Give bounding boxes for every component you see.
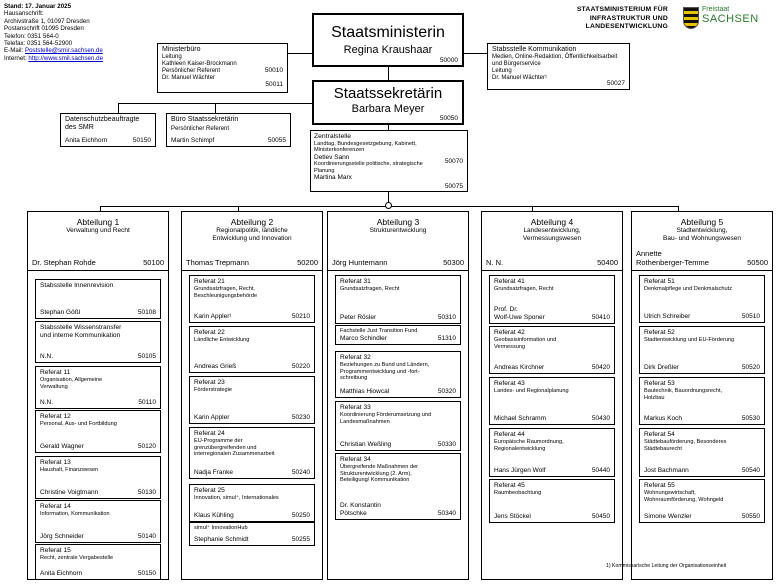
unit-box — [35, 366, 161, 409]
department-chief: Annette — [636, 249, 662, 258]
unit-subtitle: Grundsatzfragen, Recht — [340, 286, 400, 292]
unit-box — [489, 275, 615, 324]
email-link[interactable]: Poststelle@smir.sachsen.de — [24, 47, 103, 55]
kommunikation-line: Leitung — [492, 68, 512, 74]
unit-subtitle: Beziehungen zu Bund und Ländern, — [340, 362, 430, 368]
ministerbuero-number-1: 50010 — [264, 67, 283, 74]
unit-subtitle: Regionalentwicklung — [494, 445, 546, 452]
unit-subtitle: Städtebaurecht — [644, 445, 682, 452]
unit-subtitle: Koordinierung Förderumsetzung und — [340, 412, 432, 418]
unit-title: Referat 13 — [40, 459, 71, 466]
internet-link[interactable]: http://www.smil.sachsen.de — [28, 54, 104, 62]
unit-subtitle: Vermessung — [494, 343, 526, 350]
unit-number: 50430 — [591, 415, 610, 422]
department-number: 50500 — [747, 258, 768, 267]
unit-person: Christian Weßling — [340, 441, 392, 448]
unit-subtitle: simul⁺ InnovationHub — [194, 525, 248, 531]
unit-person: Prof. Dr. — [494, 306, 518, 313]
unit-title: Referat 53 — [644, 380, 675, 387]
unit-subtitle: Beschleunigungsbehörde — [194, 292, 258, 299]
unit-number: 50255 — [291, 536, 310, 543]
unit-number: 50220 — [291, 363, 310, 370]
kommunikation-title: Stabsstelle Kommunikation — [492, 46, 577, 53]
unit-subtitle: Beteiligung/ Kommunikation — [340, 477, 410, 484]
unit-box — [639, 479, 765, 523]
unit-title: Referat 52 — [644, 329, 675, 336]
unit-number: 50110 — [138, 399, 156, 406]
unit-number: 50520 — [741, 364, 760, 371]
unit-box — [335, 325, 461, 345]
department-subtitle: Vermessungswesen — [522, 235, 582, 242]
unit-box — [489, 428, 615, 477]
department-title: Abteilung 4 — [530, 217, 574, 227]
unit-person: Andreas Kirchner — [494, 364, 545, 371]
unit-number: 50450 — [591, 513, 610, 520]
ministry-name-line: LANDESENTWICKLUNG — [585, 23, 668, 30]
minister-number: 50000 — [439, 57, 458, 64]
kommunikation-line: Medien, Online-Redaktion, Öffentlichkeitsarbeit — [492, 54, 618, 60]
unit-title: Referat 45 — [494, 482, 525, 489]
ministerbuero-box — [157, 43, 288, 93]
unit-box — [35, 321, 161, 363]
department-box — [481, 211, 623, 271]
department-title: Abteilung 2 — [230, 217, 274, 227]
unit-number: 50310 — [437, 314, 456, 321]
unit-number: 50320 — [437, 388, 456, 395]
email-line — [4, 47, 154, 54]
unit-number: 50330 — [437, 441, 456, 448]
unit-subtitle: Stadtentwicklung und EU-Förderung — [644, 337, 735, 343]
unit-person: Dr. Konstantin — [340, 502, 381, 509]
unit-title: Referat 31 — [340, 278, 371, 285]
unit-person: Simone Wenzler — [644, 513, 692, 520]
department-subtitle: Landesentwicklung, — [523, 227, 581, 234]
unit-title: Stabsstelle Innenrevision — [40, 282, 114, 289]
unit-title: Referat 24 — [194, 430, 225, 437]
connector — [215, 103, 216, 113]
zentralstelle-line: Ministerkonferenzen — [314, 147, 365, 154]
unit-title: Stabsstelle Wissenstransfer — [40, 324, 122, 331]
unit-number: 50340 — [437, 510, 456, 517]
ministry-name-line: STAATSMINISTERIUM FÜR — [576, 6, 668, 13]
department-subtitle: Strukturentwicklung — [369, 227, 427, 234]
address-line: Archivstraße 1, 01097 Dresden — [4, 17, 90, 25]
unit-subtitle: Recht, zentrale Vergabestelle — [40, 555, 114, 561]
ministerbuero-line: Dr. Manuel Wächter — [162, 75, 216, 81]
internet-label: Internet: — [4, 54, 29, 62]
unit-person: N.N. — [40, 353, 53, 360]
kommunikation-line: und Bürgerservice — [492, 61, 541, 67]
connector — [463, 53, 487, 54]
unit-box — [639, 275, 765, 323]
unit-number: 50530 — [741, 415, 760, 422]
unit-subtitle: Verwaltung — [40, 383, 68, 390]
unit-title: Referat 55 — [644, 482, 675, 489]
unit-title: Referat 42 — [494, 329, 525, 336]
department-subtitle: Entwicklung und Innovation — [212, 235, 292, 242]
unit-title: Referat 22 — [194, 329, 225, 336]
unit-person: Jens Stöckel — [494, 513, 531, 520]
unit-box — [639, 377, 765, 425]
department-number: 50300 — [443, 258, 464, 267]
address-line: Telefax: 0351 564-52900 — [4, 40, 73, 48]
unit-box — [489, 326, 615, 374]
department-number: 50100 — [143, 258, 164, 267]
unit-person: Wolf-Uwe Sponer — [494, 314, 545, 321]
unit-box — [639, 428, 765, 477]
unit-box — [35, 410, 161, 453]
department-subtitle: Verwaltung und Recht — [66, 227, 130, 234]
address-line: Telefon: 0351 564-0 — [4, 32, 59, 40]
unit-box — [335, 401, 461, 451]
unit-person: Hans Jürgen Wolf — [494, 467, 546, 474]
unit-person: Klaus Kühling — [194, 512, 234, 519]
unit-title: und interne Kommunikation — [40, 332, 121, 339]
unit-person: N.N. — [40, 399, 53, 406]
unit-person: Christine Voigtmann — [40, 489, 99, 496]
zentralstelle-line: Landtag, Bundesgesetzgebung, Kabinett, — [314, 141, 417, 147]
junction-dot — [385, 202, 392, 209]
zentralstelle-person-2: Martina Marx — [314, 174, 352, 182]
minister-title: Staatsministerin — [331, 24, 445, 41]
address-line: Hausanschrift: — [4, 10, 44, 18]
unit-subtitle: Bautechnik, Bauordnungsrecht, — [644, 388, 723, 394]
unit-subtitle: schreibung — [340, 375, 368, 382]
unit-title: Referat 15 — [40, 547, 71, 554]
address-line: Postanschrift 01095 Dresden — [4, 25, 84, 33]
unit-person: Matthias Hiowcal — [340, 388, 390, 395]
unit-subtitle: Information, Kommunikation — [40, 511, 110, 517]
unit-person: Dirk Dreßler — [644, 364, 680, 371]
unit-subtitle: Förderstrategie — [194, 387, 232, 393]
secretary-name: Barbara Meyer — [351, 103, 425, 115]
unit-subtitle: Europäische Raumordnung, — [494, 439, 564, 445]
internet-line — [4, 55, 154, 62]
unit-title: Referat 41 — [494, 278, 525, 285]
department-title: Abteilung 1 — [76, 217, 120, 227]
unit-person: Stephanie Schmidt — [194, 536, 249, 543]
datenschutz-title2: des SMR — [65, 124, 94, 131]
footnote: 1) Kommissarische Leitung der Organisationseinheit — [606, 563, 727, 569]
unit-subtitle: Raumbeobachtung — [494, 490, 542, 496]
connector — [118, 103, 119, 113]
kommunikation-number: 50027 — [606, 80, 625, 87]
buero-secretary-title: Büro Staatssekretärin — [171, 116, 239, 123]
unit-title: Referat 43 — [494, 380, 525, 387]
department-box — [631, 211, 773, 271]
unit-title: Referat 21 — [194, 278, 225, 285]
unit-box — [335, 453, 461, 520]
unit-subtitle: Ländliche Entwicklung — [194, 337, 250, 343]
ministerbuero-number-2: 50011 — [265, 81, 283, 88]
unit-title: Referat 34 — [340, 456, 371, 463]
zentralstelle-person-1: Detlev Sann — [314, 153, 350, 161]
department-chief: Jörg Huntemann — [332, 258, 388, 267]
department-title: Abteilung 5 — [680, 217, 724, 227]
unit-number: 50420 — [591, 364, 610, 371]
unit-number: 50120 — [137, 443, 156, 450]
unit-subtitle: Strukturentwicklung (2. Arm), — [340, 470, 412, 477]
unit-number: 51310 — [437, 335, 456, 342]
unit-person: Markus Koch — [644, 415, 682, 422]
unit-subtitle: Organisation, Allgemeine — [40, 377, 103, 383]
unit-title: Referat 14 — [40, 503, 71, 510]
unit-box — [35, 544, 161, 580]
secretary-title: Staatssekretärin — [333, 85, 443, 102]
unit-box — [35, 500, 161, 543]
department-box — [181, 211, 323, 271]
unit-subtitle: Grundsatzfragen, Recht — [494, 286, 554, 292]
unit-number: 50210 — [291, 313, 310, 320]
unit-person: Michael Schramm — [494, 415, 547, 422]
department-chief: Dr. Stephan Rohde — [32, 258, 96, 267]
department-subtitle: Regionalpolitik, ländliche — [216, 227, 288, 234]
freistaat-label: Freistaat — [702, 6, 730, 13]
sachsen-label: SACHSEN — [702, 13, 759, 25]
unit-title: Referat 11 — [40, 369, 71, 376]
datenschutz-title: Datenschutzbeauftragte — [65, 116, 140, 123]
unit-person: Peter Rösler — [340, 314, 377, 321]
secretary-box — [312, 80, 464, 125]
unit-subtitle: Haushalt, Finanzwesen — [40, 467, 99, 473]
unit-subtitle: Fachstelle Just Transition Fund — [340, 328, 418, 334]
unit-title: Referat 25 — [194, 487, 225, 494]
ministry-name-line: INFRASTRUKTUR UND — [589, 14, 668, 22]
unit-number: 50130 — [137, 489, 156, 496]
unit-title: Referat 23 — [194, 379, 225, 386]
unit-subtitle: Innovation, simul⁺, Internationales — [194, 495, 279, 501]
unit-number: 50230 — [291, 414, 310, 421]
unit-person: Nadja Franke — [194, 469, 234, 476]
unit-number: 50105 — [137, 353, 156, 360]
buero-secretary-number: 50055 — [267, 137, 286, 144]
unit-person: Anita Eichhorn — [40, 570, 83, 577]
unit-subtitle: Landesmaßnahmen — [340, 418, 390, 425]
buero-secretary-role: Persönlicher Referent — [171, 126, 230, 132]
unit-box — [189, 326, 315, 373]
unit-title: Referat 12 — [40, 413, 71, 420]
unit-person: Gerald Wagner — [40, 443, 84, 450]
department-number: 50400 — [597, 258, 618, 267]
kommunikation-box — [487, 43, 630, 90]
unit-box — [189, 522, 315, 546]
unit-subtitle: Städtebauförderung, Besonderes — [644, 439, 727, 445]
unit-person: Karin Appler — [194, 414, 230, 421]
zentralstelle-box — [310, 130, 468, 192]
ministerbuero-title: Ministerbüro — [162, 46, 201, 53]
department-chief: Rothenberger-Temme — [636, 258, 709, 267]
unit-subtitle: interregionalen Zusammenarbeit — [194, 451, 275, 458]
unit-title: Referat 32 — [340, 354, 371, 361]
unit-box — [35, 279, 161, 319]
unit-person: Jost Bachmann — [644, 467, 689, 474]
unit-box — [335, 351, 461, 398]
email-label: E-Mail: — [4, 47, 25, 55]
ministerbuero-line: Persönlicher Referent — [162, 68, 221, 74]
unit-subtitle: Übergreifende Maßnahmen der — [340, 464, 419, 470]
unit-subtitle: Programmentwicklung und -fort- — [340, 368, 420, 375]
unit-person: Karin Appler¹ — [194, 313, 232, 320]
zentralstelle-number-2: 50075 — [444, 183, 463, 190]
connector — [388, 66, 389, 80]
datenschutz-box — [60, 113, 156, 147]
unit-number: 50150 — [137, 570, 156, 577]
unit-number: 50540 — [741, 467, 760, 474]
unit-person: Ulrich Schreiber — [644, 313, 691, 320]
unit-box — [489, 479, 615, 523]
unit-number: 50140 — [137, 533, 156, 540]
unit-number: 50550 — [741, 513, 760, 520]
zentralstelle-title: Zentralstelle — [314, 133, 352, 140]
unit-box — [189, 427, 315, 479]
unit-subtitle: Geobasisinformation und — [494, 337, 557, 343]
unit-box — [35, 456, 161, 499]
unit-number: 50510 — [741, 313, 760, 320]
unit-person: Marco Schindler — [340, 335, 387, 342]
department-number: 50200 — [297, 258, 318, 267]
zentralstelle-number-1: 50070 — [444, 158, 463, 165]
unit-box — [639, 326, 765, 374]
coat-of-arms-icon — [683, 7, 699, 29]
unit-subtitle: Holzbau — [644, 394, 665, 401]
unit-subtitle: Personal, Aus- und Fortbildung — [40, 421, 117, 427]
unit-box — [189, 376, 315, 424]
address-block — [4, 3, 154, 62]
unit-subtitle: Denkmalpflege und Denkmalschutz — [644, 286, 732, 292]
unit-subtitle: grenzübergreifenden und — [194, 444, 257, 451]
buero-secretary-box — [166, 113, 291, 147]
unit-subtitle: Landes- und Regionalplanung — [494, 388, 569, 394]
unit-number: 50240 — [291, 469, 310, 476]
unit-title: Referat 51 — [644, 278, 675, 285]
datenschutz-number: 50150 — [132, 137, 151, 144]
department-chief: N. N. — [486, 258, 504, 267]
unit-number: 50440 — [591, 467, 610, 474]
datenschutz-person: Anita Eichhorn — [65, 137, 108, 144]
stand-date: Stand: 17. Januar 2025 — [4, 3, 72, 10]
unit-box — [189, 275, 315, 323]
unit-subtitle: Wohnraumförderung, Wohngeld — [644, 496, 724, 503]
department-box — [27, 211, 169, 271]
unit-person: Stephan Gößl — [40, 309, 81, 316]
department-chief: Thomas Trepmann — [186, 258, 249, 267]
department-subtitle: Stadtentwicklung, — [676, 227, 728, 234]
unit-title: Referat 33 — [340, 404, 371, 411]
unit-person: Jörg Schneider — [40, 533, 84, 540]
unit-box — [489, 377, 615, 425]
minister-name: Regina Kraushaar — [343, 44, 433, 56]
unit-box — [189, 484, 315, 522]
department-subtitle: Bau- und Wohnungswesen — [663, 235, 741, 242]
zentralstelle-line: Koordinierungsstelle politische, strategische — [314, 161, 423, 168]
department-box — [327, 211, 469, 271]
unit-person: Andreas Grieß — [194, 363, 237, 370]
unit-box — [335, 275, 461, 324]
buero-secretary-person: Martin Schimpf — [171, 137, 215, 144]
ministry-logo — [560, 6, 776, 36]
zentralstelle-line: Planung — [314, 167, 335, 174]
department-title: Abteilung 3 — [376, 217, 420, 227]
unit-subtitle: Wohnungswirtschaft, — [644, 490, 696, 496]
unit-title: Referat 54 — [644, 431, 675, 438]
unit-person: Pötschke — [340, 510, 367, 517]
secretary-number: 50050 — [439, 115, 458, 122]
unit-subtitle: EU-Programme der — [194, 438, 243, 444]
unit-subtitle: Grundsatzfragen, Recht, — [194, 286, 255, 292]
minister-box — [312, 13, 464, 67]
unit-number: 50108 — [137, 309, 156, 316]
unit-title: Referat 44 — [494, 431, 525, 438]
ministerbuero-line: Kathleen Kaiser-Brockmann — [162, 61, 237, 67]
kommunikation-line: Dr. Manuel Wächter¹ — [492, 75, 548, 81]
ministerbuero-line: Leitung — [162, 54, 182, 60]
unit-number: 50410 — [591, 314, 610, 321]
unit-number: 50250 — [291, 512, 310, 519]
